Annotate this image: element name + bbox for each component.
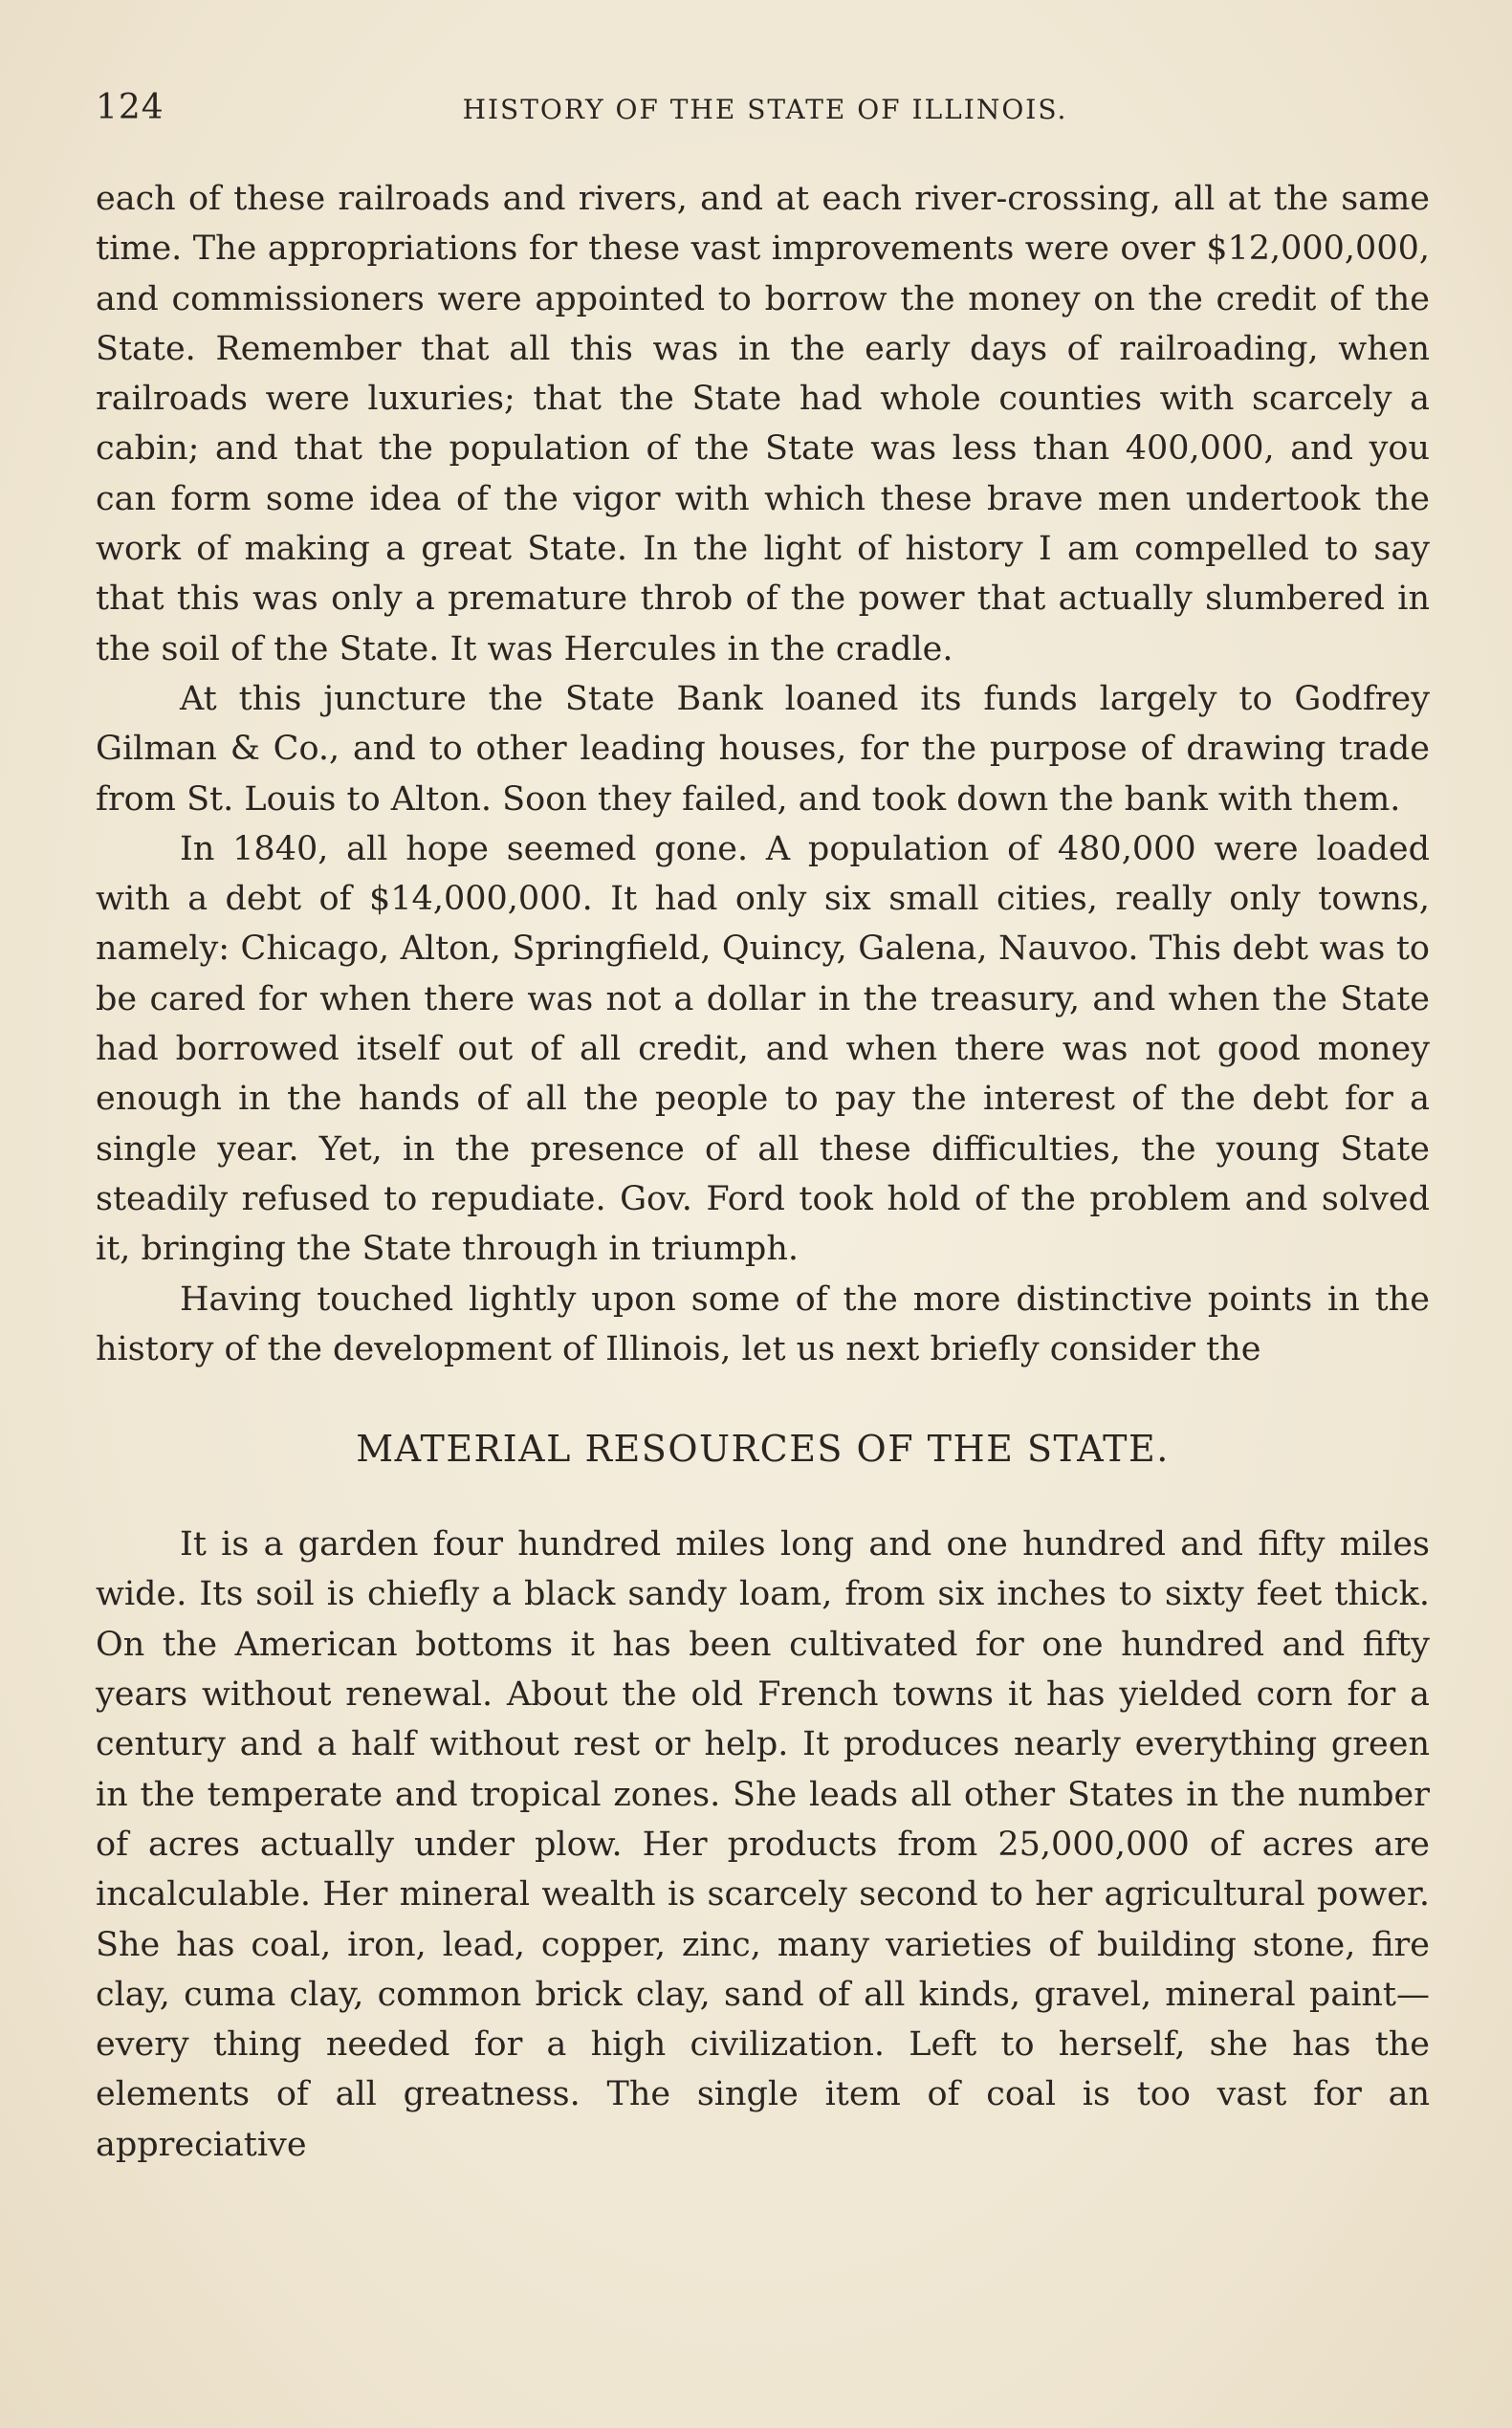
page-header [96, 88, 1435, 130]
paragraph: each of these railroads and rivers, and at each river-crossing, all at the same time. The appropriations for these vast improvements were over $12,000,000, and commissioners were appointed to borrow the money on the credit of the State. Remember that all this was in the early days of railroading, when railroads were luxuries; that the State had whole counties with scarcely a cabin; and that the population of the State was less than 400,000, and you can form some idea of the vigor with which these brave men undertook the work of making a great State. In the light of history I am compelled to say that this was only a premature throb of the power that actually slumbered in the soil of the State. It was Hercules in the cradle. [96, 180, 1430, 668]
paragraph: At this juncture the State Bank loaned its funds largely to Godfrey Gilman & Co., and to other leading houses, for the purpose of drawing trade from St. Louis to Alton. Soon they failed, and took down the bank with them. [96, 679, 1430, 819]
page-body [96, 174, 1430, 2170]
page-number: 124 [96, 88, 164, 127]
running-head: HISTORY OF THE STATE OF ILLINOIS. [462, 94, 1068, 125]
section-heading: MATERIAL RESOURCES OF THE STATE. [356, 1428, 1170, 1471]
paragraph: In 1840, all hope seemed gone. A population of 480,000 were loaded with a debt of $14,000,000. It had only six small cities, really only towns, namely: Chicago, Alton, Springfield, Quincy, Galena, Nauvoo. This debt was to be cared for when there was not a dollar in the treasury, and when the State had borrowed itself out of all credit, and when there was not good money enough in the hands of all the people to pay the interest of the debt for a single year. Yet, in the presence of all these difficulties, the young State steadily refused to repudiate. Gov. Ford took hold of the problem and solved it, bringing the State through in triumph. [96, 829, 1430, 1269]
paragraph: It is a garden four hundred miles long and one hundred and fifty miles wide. Its soil is chiefly a black sandy loam, from six inches to sixty feet thick. On the American bottoms it has been cultivated for one hundred and fifty years without renewal. About the old French towns it has yielded corn for a century and a half without rest or help. It produces nearly everything green in the temperate and tropical zones. She leads all other States in the number of acres actually under plow. Her products from 25,000,000 of acres are incalculable. Her mineral wealth is scarcely second to her agricultural power. She has coal, iron, lead, copper, zinc, many varieties of building stone, fire clay, cuma clay, common brick clay, sand of all kinds, gravel, mineral paint—every thing needed for a high civilization. Left to herself, she has the elements of all greatness. The single item of coal is too vast for an appreciative [96, 1525, 1430, 2164]
paragraph: Having touched lightly upon some of the more distinctive points in the history of the development of Illinois, let us next briefly consider the [96, 1280, 1430, 1368]
